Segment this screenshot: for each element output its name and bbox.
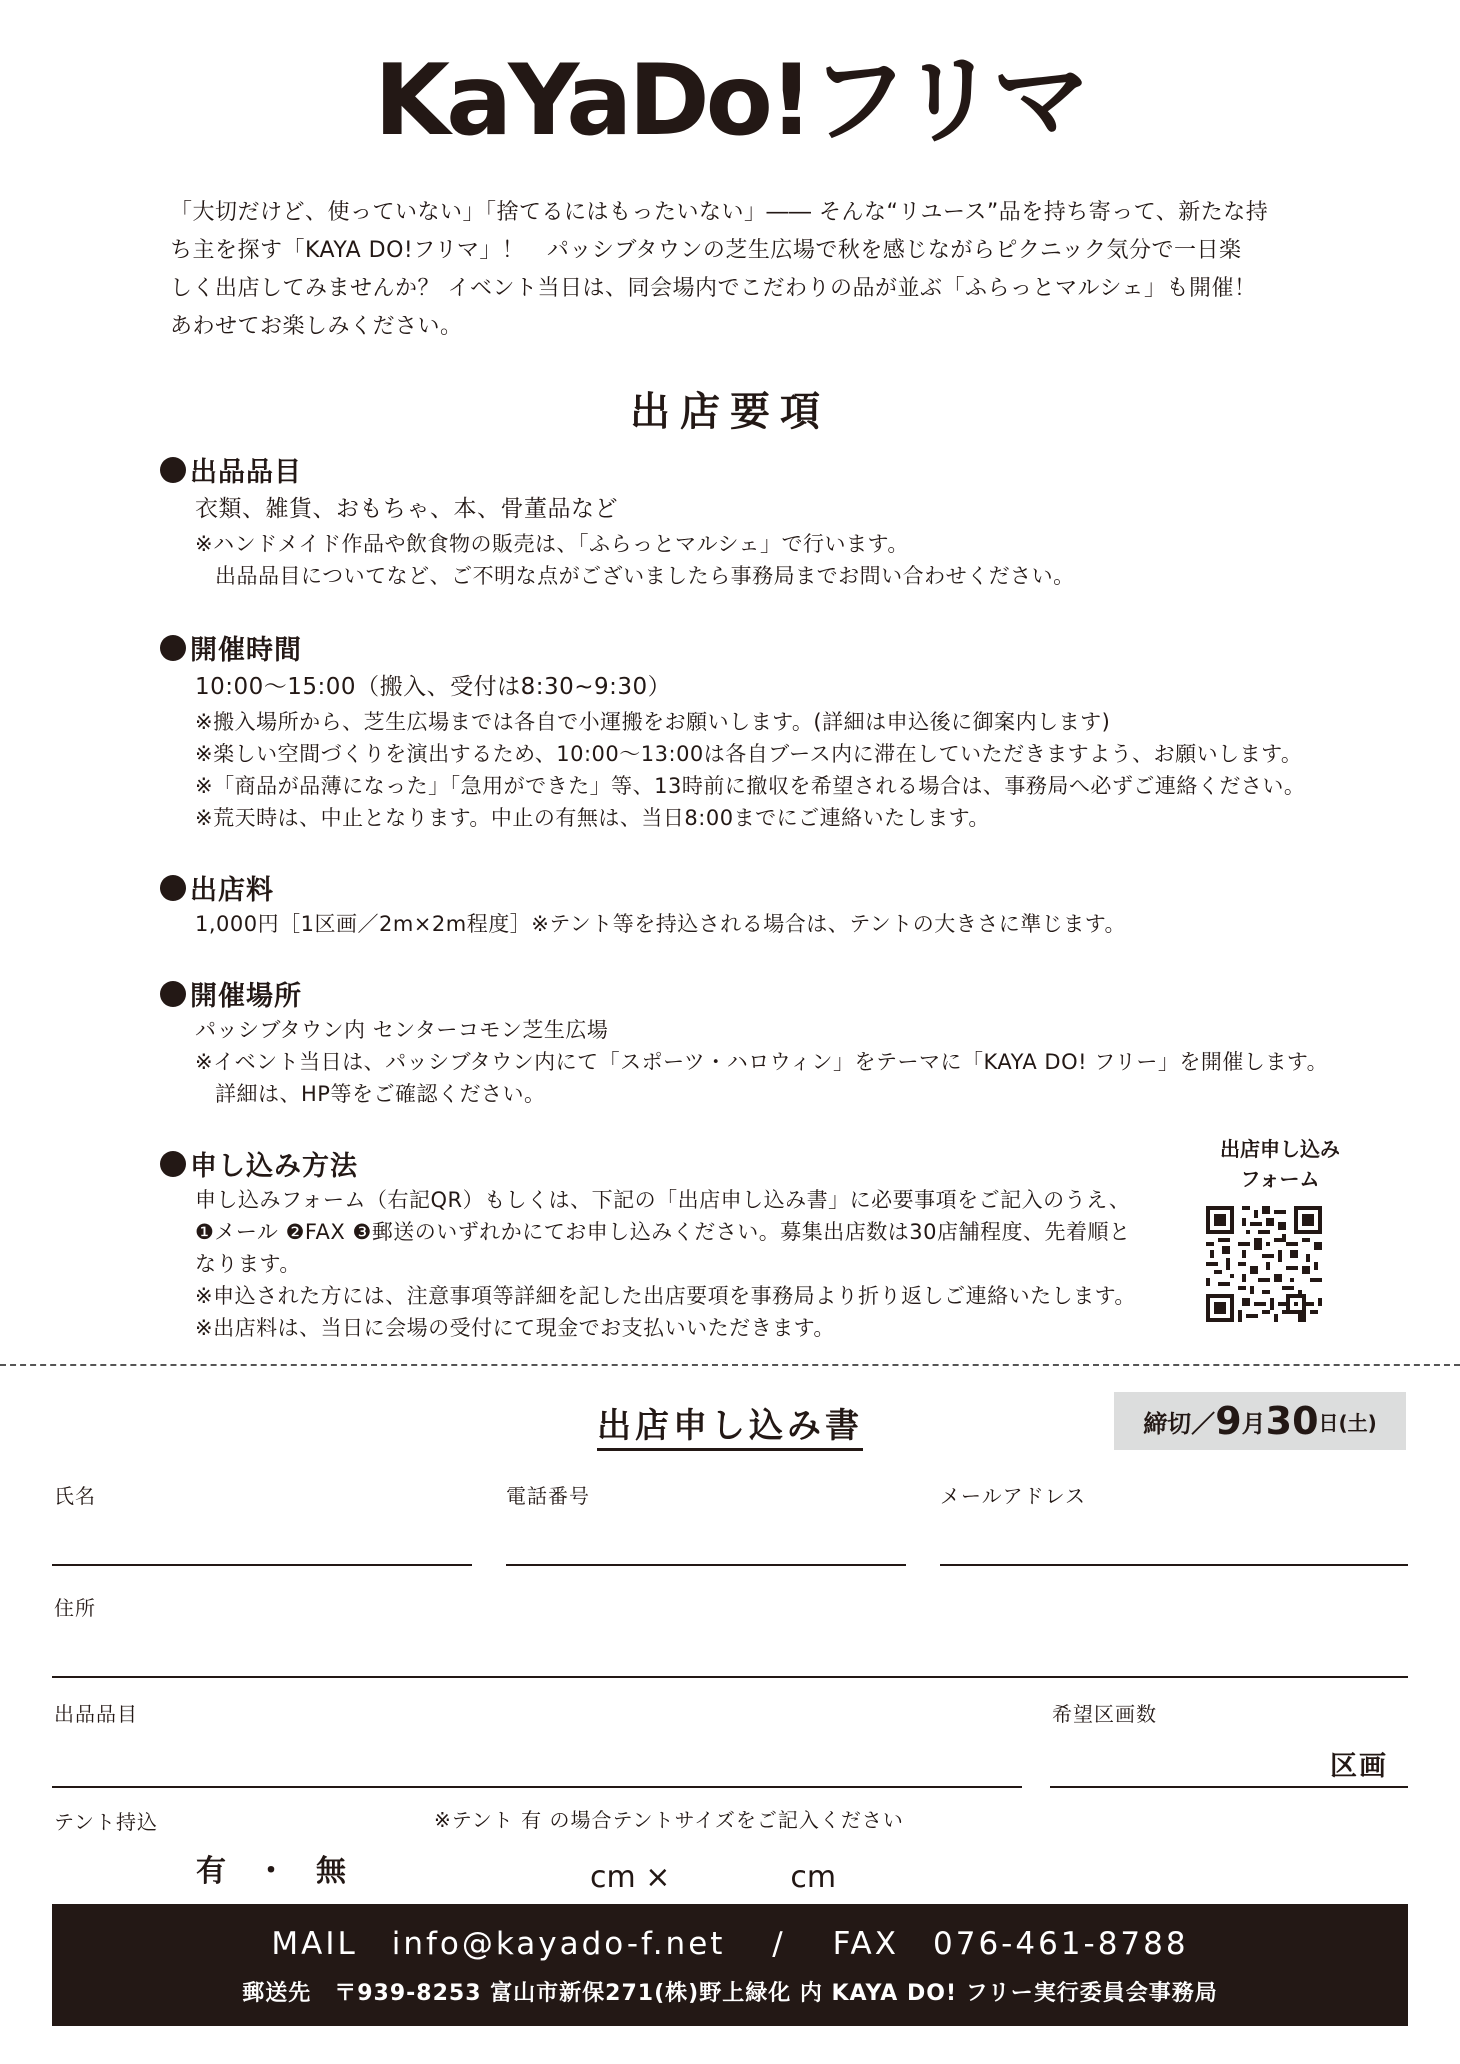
deadline-prefix: 締切／ [1143, 1409, 1216, 1438]
phone-field[interactable] [506, 1564, 906, 1566]
email-label: メールアドレス [940, 1484, 1086, 1508]
address-field[interactable] [52, 1676, 1408, 1678]
items-line: 衣類、雑貨、おもちゃ、本、骨董品など [195, 496, 618, 522]
apply-note: ※申込された方には、注意事項等詳細を記した出店要項を事務局より折り返しご連絡いたします。 [195, 1284, 1136, 1308]
sections-unit: 区画 [1330, 1751, 1388, 1782]
apply-note: ※出店料は、当日に会場の受付にて現金でお支払いいただきます。 [195, 1316, 835, 1340]
venue-line: パッシブタウン内 センターコモン芝生広場 [195, 1018, 609, 1042]
apply-heading-label: 申し込み方法 [190, 1151, 358, 1182]
fee-heading-label: 出店料 [190, 875, 274, 906]
intro-text [170, 194, 1290, 346]
apply-heading [160, 1144, 358, 1183]
tent-choice[interactable]: 有 ・ 無 [196, 1854, 346, 1889]
venue-heading-label: 開催場所 [190, 981, 302, 1012]
intro-line: 「大切だけど、使っていない」「捨てるにはもったいない」―― そんな“リユース”品を持ち寄って、新たな持 [170, 200, 1269, 225]
bullet-icon [160, 875, 186, 901]
qr-label [1180, 1134, 1380, 1194]
intro-line: あわせてお楽しみください。 [170, 314, 463, 339]
hours-heading-label: 開催時間 [190, 635, 302, 666]
venue-heading [160, 974, 302, 1013]
intro-line: ち主を探す「KAYA DO!フリマ」！ パッシブタウンの芝生広場で秋を感じながらピクニック気分で一日楽 [170, 238, 1242, 263]
address-label: 住所 [54, 1596, 96, 1620]
items-label: 出品品目 [54, 1702, 138, 1726]
contact-mail-fax: MAIL info@kayado-f.net / FAX 076-461-8788 [271, 1926, 1189, 1962]
form-title-text: 出店申し込み書 [597, 1406, 863, 1451]
hours-note: ※楽しい空間づくりを演出するため、10:00～13:00は各自ブース内に滞在していただきますよう、お願いします。 [195, 742, 1303, 766]
hours-note: ※「商品が品薄になった」「急用ができた」等、13時前に撤収を希望される場合は、事務局へ必ずご連絡ください。 [195, 774, 1306, 798]
fee-line: 1,000円［1区画／2m×2m程度］※テント等を持込される場合は、テントの大きさに準じます。 [195, 912, 1127, 936]
phone-label: 電話番号 [506, 1484, 590, 1508]
qr-label-line: フォーム [1240, 1167, 1320, 1191]
email-field[interactable] [940, 1564, 1408, 1566]
deadline-day-unit: 日(土) [1318, 1410, 1377, 1435]
intro-line: しく出店してみませんか？ イベント当日は、同会場内でこだわりの品が並ぶ「ふらっとマルシェ」も開催！ [170, 276, 1257, 301]
qr-label-line: 出店申し込み [1220, 1137, 1340, 1161]
tent-size[interactable]: cm × cm [590, 1860, 837, 1895]
hours-heading [160, 628, 302, 667]
contact-bar [52, 1904, 1408, 2026]
items-note: ※ハンドメイド作品や飲食物の販売は、「ふらっとマルシェ」で行います。 [195, 532, 909, 556]
tent-note: ※テント 有 の場合テントサイズをご記入ください [434, 1808, 904, 1832]
contact-address: 郵送先 〒939-8253 富山市新保271(株)野上緑化 内 KAYA DO! フリー実行委員会事務局 [242, 1981, 1218, 2006]
deadline-day: 30 [1265, 1399, 1319, 1443]
hours-line: 10:00～15:00（搬入、受付は8:30~9:30） [195, 674, 672, 700]
qr-code-icon[interactable] [1206, 1206, 1322, 1322]
section-title: 出店要項 [630, 389, 830, 435]
hours-note: ※搬入場所から、芝生広場までは各自で小運搬をお願いします。(詳細は申込後に御案内します) [195, 710, 1111, 734]
apply-line: ❶メール ❷FAX ❸郵送のいずれかにてお申し込みください。募集出店数は30店舗程度、先着順と [195, 1220, 1131, 1244]
items-heading [160, 450, 302, 489]
deadline-month-unit: 月 [1241, 1409, 1266, 1438]
apply-line: 申し込みフォーム（右記QR）もしくは、下記の「出店申し込み書」に必要事項をご記入のうえ、 [195, 1188, 1131, 1212]
items-heading-label: 出品品目 [190, 457, 302, 488]
bullet-icon [160, 457, 186, 483]
bullet-icon [160, 1151, 186, 1177]
tent-label: テント持込 [54, 1810, 158, 1834]
bullet-icon [160, 981, 186, 1007]
hours-note: ※荒天時は、中止となります。中止の有無は、当日8:00までにご連絡いたします。 [195, 806, 990, 830]
fee-heading [160, 868, 274, 907]
name-field[interactable] [52, 1564, 472, 1566]
venue-note: 詳細は、HP等をご確認ください。 [215, 1082, 546, 1106]
items-note: 出品品目についてなど、ご不明な点がございましたら事務局までお問い合わせください。 [215, 564, 1075, 588]
items-field[interactable] [52, 1786, 1022, 1788]
apply-line: なります。 [195, 1252, 301, 1276]
venue-note: ※イベント当日は、パッシブタウン内にて「スポーツ・ハロウィン」をテーマに「KAYA DO! フリー」を開催します。 [195, 1050, 1329, 1074]
sections-label: 希望区画数 [1052, 1702, 1157, 1726]
sections-field[interactable] [1050, 1786, 1408, 1788]
cut-line [0, 1364, 1460, 1366]
name-label: 氏名 [54, 1484, 96, 1508]
event-logo: KaYaDo!フリマ [374, 44, 1086, 158]
bullet-icon [160, 635, 186, 661]
deadline-badge [1114, 1392, 1406, 1450]
deadline-month: 9 [1215, 1399, 1242, 1443]
